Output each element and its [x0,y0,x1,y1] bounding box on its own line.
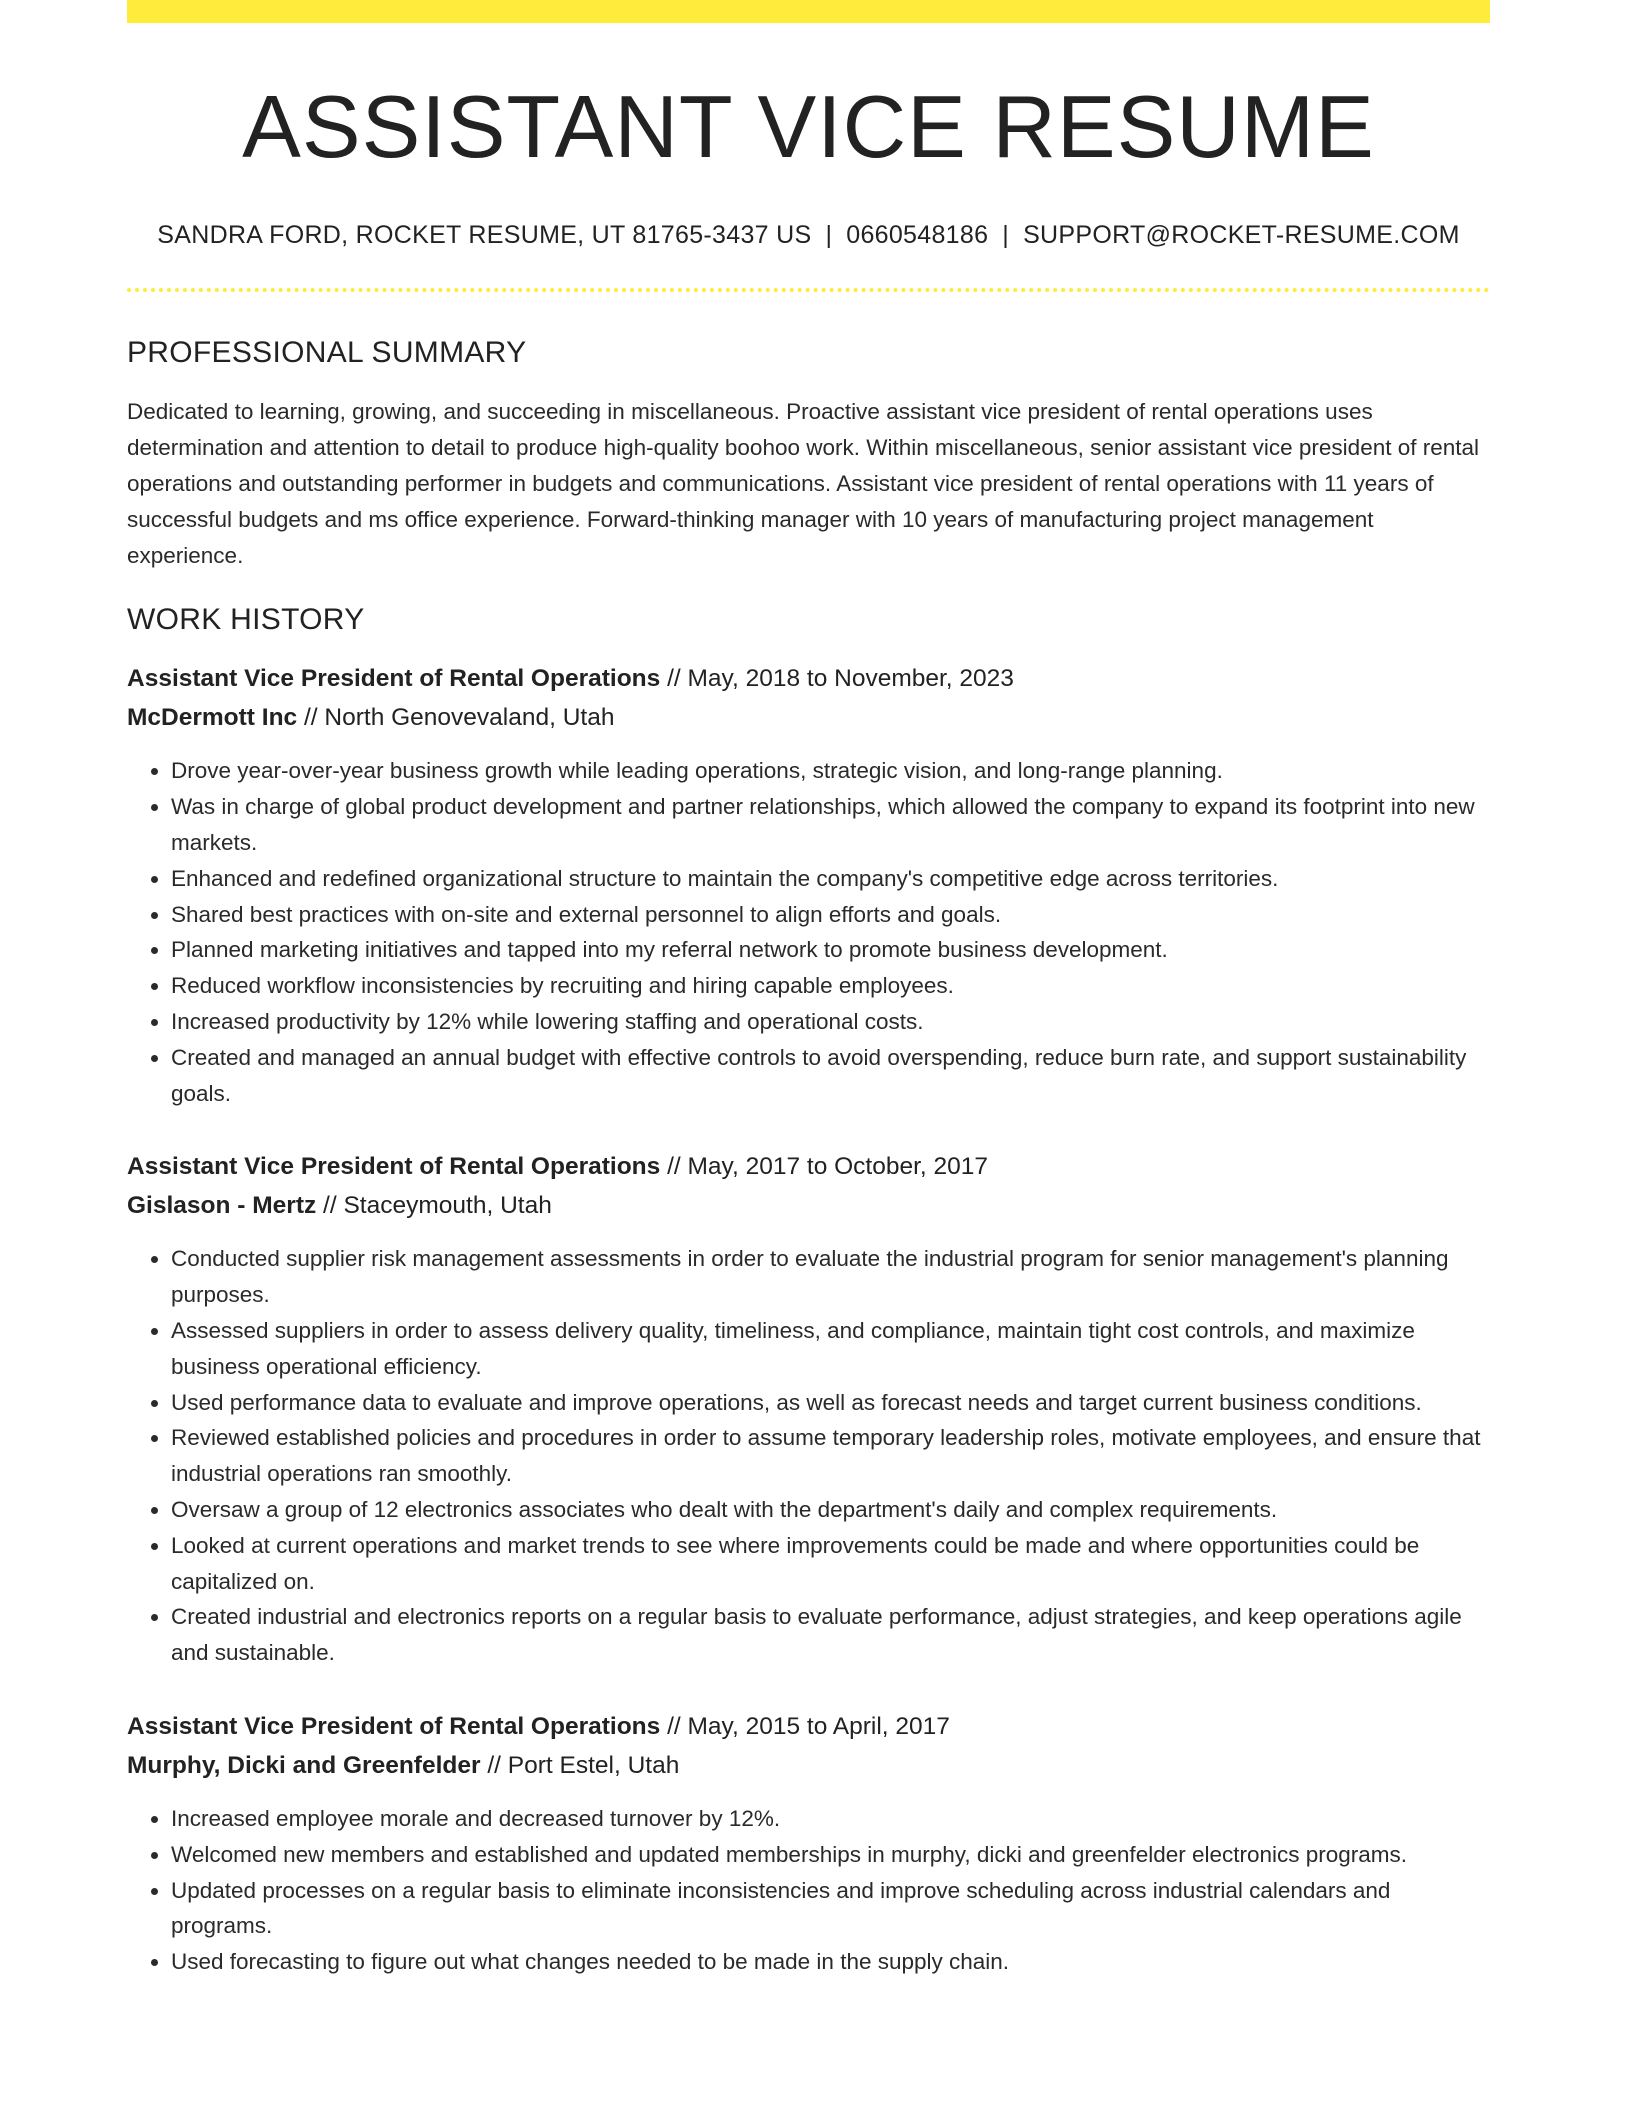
contact-separator: | [1002,221,1010,250]
job-bullet: • Assessed suppliers in order to assess delivery quality, timeliness, and compliance, maintain tight cost controls, and maximize business operational efficiency. [171,1313,1490,1385]
job-bullet: • Conducted supplier risk management assessments in order to evaluate the industrial program for senior management's planning purposes. [171,1241,1490,1313]
job-separator: // [660,665,688,693]
resume-page [127,0,1490,1980]
job-title: Assistant Vice President of Rental Operations [127,1712,661,1740]
job-bullet: • Oversaw a group of 12 electronics associates who dealt with the department's daily and complex requirements. [171,1492,1490,1528]
job-location: North Genovevaland, Utah [324,704,615,732]
job-dates: May, 2017 to October, 2017 [687,1153,989,1181]
job-bullet: • Created and managed an annual budget with effective controls to avoid overspending, reduce burn rate, and support sustainability goals. [171,1040,1490,1112]
contact-separator: | [825,221,833,250]
contact-address: SANDRA FORD, ROCKET RESUME, UT 81765-3437 US [157,221,812,250]
work-history-list [127,659,1490,1980]
job-entry [127,1147,1490,1671]
summary-heading: PROFESSIONAL SUMMARY [127,336,527,370]
job-location: Staceymouth, Utah [343,1192,552,1220]
job-bullet: • Welcomed new members and established and updated memberships in murphy, dicki and greenfelder electronics programs. [171,1837,1490,1873]
job-bullet-list [127,1801,1490,1980]
summary-text: Dedicated to learning, growing, and succeeding in miscellaneous. Proactive assistant vice president of rental operations uses determination and attention to detail to produce high-quality boohoo work. Within miscellaneous, senior assistant vice president of rental operations and outstanding performer in budgets and communications. Assistant vice president of rental operations with 11 years of successful budgets and ms office experience. Forward-thinking manager with 10 years of manufacturing project management experience. [127,399,1480,569]
job-bullet-list [127,1241,1490,1671]
job-bullet: • Drove year-over-year business growth while leading operations, strategic vision, and long-range planning. [171,753,1490,789]
job-company: McDermott Inc [127,704,298,732]
job-separator: // [316,1192,344,1220]
contact-email: SUPPORT@ROCKET-RESUME.COM [1023,221,1460,250]
job-bullet: • Increased productivity by 12% while lowering staffing and operational costs. [171,1004,1490,1040]
job-separator: // [297,704,325,732]
job-location: Port Estel, Utah [507,1751,680,1779]
job-bullet: • Reviewed established policies and procedures in order to assume temporary leadership roles, motivate employees, and ensure that industrial operations ran smoothly. [171,1420,1490,1492]
job-bullet: • Looked at current operations and market trends to see where improvements could be made and where opportunities could be capitalized on. [171,1528,1490,1600]
job-company-line [127,1746,1490,1785]
accent-top-bar [127,0,1490,23]
job-title-line [127,1707,1490,1746]
job-entry [127,659,1490,1111]
job-separator: // [660,1153,688,1181]
job-title: Assistant Vice President of Rental Operations [127,1153,661,1181]
job-bullet: • Used forecasting to figure out what changes needed to be made in the supply chain. [171,1944,1490,1980]
job-company: Murphy, Dicki and Greenfelder [127,1751,481,1779]
job-separator: // [480,1751,508,1779]
resume-title: ASSISTANT VICE RESUME [242,77,1375,176]
job-title-line [127,659,1490,698]
job-bullet: • Reduced workflow inconsistencies by recruiting and hiring capable employees. [171,968,1490,1004]
job-dates: May, 2015 to April, 2017 [687,1712,950,1740]
work-history-heading: WORK HISTORY [127,603,365,637]
job-bullet: • Was in charge of global product development and partner relationships, which allowed the company to expand its footprint into new markets. [171,789,1490,861]
job-bullet-list [127,753,1490,1111]
job-bullet: • Increased employee morale and decreased turnover by 12%. [171,1801,1490,1837]
contact-line [127,221,1490,250]
job-bullet: • Created industrial and electronics reports on a regular basis to evaluate performance, adjust strategies, and keep operations agile and sustainable. [171,1599,1490,1671]
job-dates: May, 2018 to November, 2023 [687,665,1014,693]
job-entry [127,1707,1490,1980]
job-bullet: • Updated processes on a regular basis to eliminate inconsistencies and improve scheduling across industrial calendars and programs. [171,1873,1490,1945]
job-title: Assistant Vice President of Rental Operations [127,665,661,693]
dotted-divider [127,288,1490,292]
job-separator: // [660,1712,688,1740]
job-company: Gislason - Mertz [127,1192,317,1220]
job-company-line [127,1186,1490,1225]
job-bullet: • Enhanced and redefined organizational structure to maintain the company's competitive edge across territories. [171,861,1490,897]
job-bullet: • Shared best practices with on-site and external personnel to align efforts and goals. [171,897,1490,933]
job-bullet: • Planned marketing initiatives and tapped into my referral network to promote business development. [171,932,1490,968]
contact-phone: 0660548186 [846,221,989,250]
job-title-line [127,1147,1490,1186]
job-bullet: • Used performance data to evaluate and improve operations, as well as forecast needs and target current business conditions. [171,1385,1490,1421]
job-company-line [127,698,1490,737]
